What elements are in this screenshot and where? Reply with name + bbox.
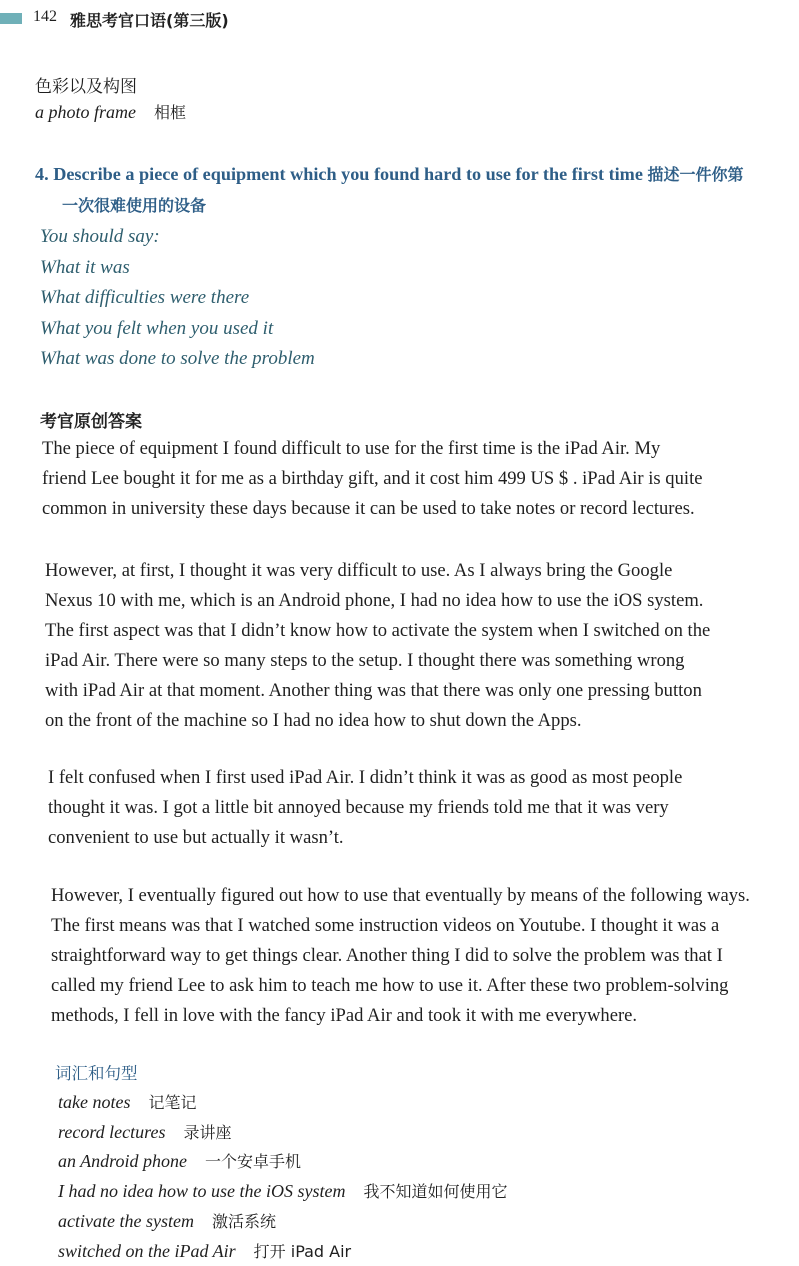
prompt-line: What was done to solve the problem: [40, 348, 315, 369]
paragraph-line: methods, I fell in love with the fancy iPad Air and took it with me everywhere.: [51, 1005, 638, 1026]
vocab-en: a photo frame: [35, 102, 136, 122]
question-heading: [35, 159, 795, 221]
book-title: 雅思考官口语(第三版): [70, 11, 229, 30]
vocab-en: record lectures: [58, 1121, 166, 1142]
paragraph-line: The piece of equipment I found difficult to use for the first time is the iPad Air. My: [42, 438, 661, 459]
vocab-zh: 我不知道如何使用它: [363, 1182, 508, 1202]
paragraph-line: I felt confused when I first used iPad Air. I didn’t think it was as good as most people: [48, 767, 683, 788]
prompt-line: What it was: [40, 256, 130, 278]
vocab-zh: 一个安卓手机: [205, 1152, 302, 1172]
vocab-list: [58, 1088, 507, 1266]
vocab-item: [58, 1118, 507, 1148]
question-text-zh-2: 一次很难使用的设备: [62, 196, 207, 215]
previous-vocab-item: [35, 100, 186, 123]
vocab-item: [58, 1088, 507, 1118]
paragraph-line: However, I eventually figured out how to use that eventually by means of the following ways.: [51, 885, 750, 906]
prompt-line: What difficulties were there: [40, 287, 250, 308]
prompt-line: What you felt when you used it: [40, 317, 274, 339]
prompt-line: You should say:: [40, 226, 160, 247]
paragraph-line: friend Lee bought it for me as a birthday gift, and it cost him 499 US $ . iPad Air is quite: [42, 468, 703, 489]
question-text-en: Describe a piece of equipment which you found hard to use for the first time: [53, 164, 643, 184]
vocab-item: [58, 1207, 507, 1237]
paragraph-line: iPad Air. There were so many steps to the setup. I thought there was something wrong: [45, 650, 685, 671]
answer-section-title: 考官原创答案: [40, 412, 142, 432]
paragraph-line: However, at first, I thought it was very difficult to use. As I always bring the Google: [45, 560, 673, 581]
vocab-zh: 打开 iPad Air: [253, 1241, 352, 1261]
vocab-en: activate the system: [58, 1210, 194, 1231]
answer-paragraph-2: [45, 556, 710, 736]
paragraph-line: The first aspect was that I didn’t know how to activate the system when I switched on the: [45, 620, 711, 641]
vocab-zh: 录讲座: [183, 1122, 232, 1142]
paragraph-line: on the front of the machine so I had no idea how to shut down the Apps.: [45, 710, 582, 731]
vocab-en: an Android phone: [58, 1151, 187, 1172]
paragraph-line: convenient to use but actually it wasn’t.: [48, 827, 344, 848]
vocab-en: switched on the iPad Air: [58, 1240, 236, 1261]
paragraph-line: The first means was that I watched some instruction videos on Youtube. I thought it was a: [51, 915, 720, 936]
answer-paragraph-3: [48, 763, 682, 853]
answer-paragraph-4: [51, 881, 750, 1031]
question-number: 4.: [35, 164, 49, 184]
paragraph-line: common in university these days because it can be used to take notes or record lectures.: [42, 498, 695, 519]
vocab-zh: 相框: [154, 103, 187, 122]
answer-paragraph-1: [42, 434, 703, 524]
vocab-en: take notes: [58, 1092, 131, 1112]
paragraph-line: called my friend Lee to ask him to teach me how to use it. After these two problem-solving: [51, 975, 729, 996]
paragraph-line: straightforward way to get things clear. Another thing I did to solve the problem was that I: [51, 945, 723, 966]
paragraph-line: Nexus 10 with me, which is an Android phone, I had no idea how to use the iOS system.: [45, 590, 704, 611]
vocab-item: [58, 1147, 507, 1177]
previous-vocab-zh: 色彩以及构图: [35, 77, 137, 97]
vocab-zh: 记笔记: [148, 1093, 197, 1112]
vocab-zh: 激活系统: [211, 1211, 276, 1231]
paragraph-line: thought it was. I got a little bit annoyed because my friends told me that it was very: [48, 797, 669, 818]
question-text-zh-1: 描述一件你第: [647, 165, 744, 184]
vocab-item: [58, 1177, 507, 1207]
vocab-section-title: 词汇和句型: [55, 1064, 138, 1083]
vocab-en: I had no idea how to use the iOS system: [58, 1181, 346, 1202]
paragraph-line: with iPad Air at that moment. Another thing was that there was only one pressing button: [45, 680, 702, 701]
page-number: 142: [33, 8, 57, 25]
cue-card-prompts: [40, 222, 315, 375]
header-color-bar: [0, 13, 22, 24]
